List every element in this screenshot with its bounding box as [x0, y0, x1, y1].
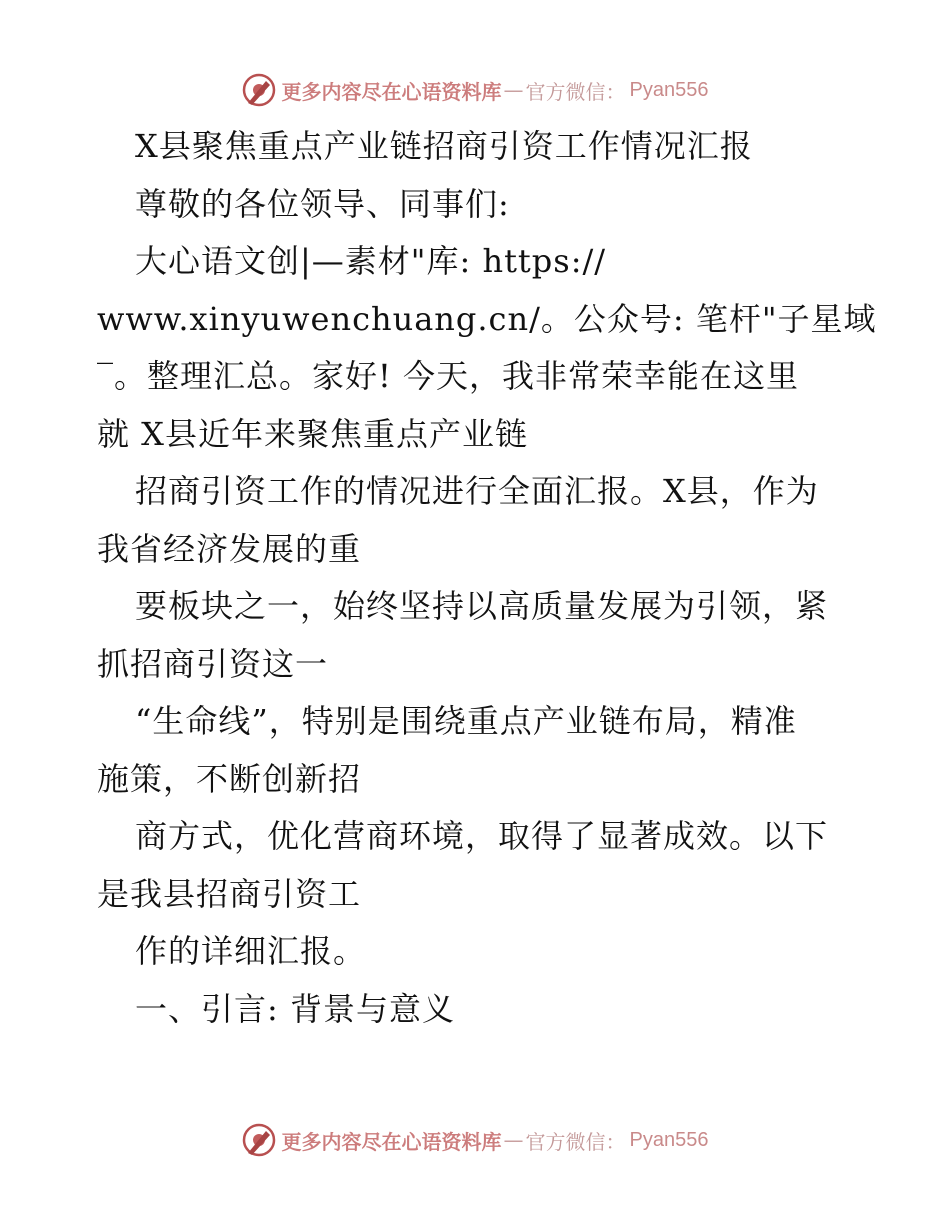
- paragraph-line: 商方式，优化营商环境，取得了显著成效。以下: [135, 817, 829, 855]
- paragraph-line: 是我县招商引资工: [97, 874, 362, 913]
- paragraph-line: 大心语文创|—素材"库: https://: [135, 242, 607, 280]
- paragraph-line: 要板块之一，始终坚持以高质量发展为引领，紧: [135, 587, 829, 625]
- footer-watermark: [0, 1120, 950, 1160]
- watermark-separator: —: [503, 1128, 524, 1152]
- paragraph-line: “生命线”，特别是围绕重点产业链布局，精准: [135, 702, 797, 740]
- watermark-separator: —: [503, 78, 524, 102]
- watermark-sub-text: 官方微信：: [525, 1129, 626, 1154]
- watermark-wechat-id: Pyan556: [629, 78, 709, 101]
- paragraph-line: 抓招商引资这一: [97, 644, 329, 683]
- watermark-wechat-id: Pyan556: [629, 1128, 709, 1151]
- paragraph-line: 施策，不断创新招: [97, 759, 362, 798]
- salutation: 尊敬的各位领导、同事们:: [135, 184, 510, 223]
- paragraph-line: 就 X县近年来聚焦重点产业链: [97, 414, 528, 453]
- paragraph-line: 招商引资工作的情况进行全面汇报。X县，作为: [135, 472, 819, 510]
- document-body: [97, 118, 877, 1038]
- watermark-main-text: 更多内容尽在心语资料库: [281, 79, 502, 104]
- watermark-main-text: 更多内容尽在心语资料库: [281, 1129, 502, 1154]
- document-title: X县聚焦重点产业链招商引资工作情况汇报: [135, 127, 753, 165]
- watermark-sub-text: 官方微信：: [525, 79, 626, 104]
- paragraph-line: 我省经济发展的重: [97, 529, 362, 568]
- pen-logo-icon: [242, 1123, 276, 1157]
- header-watermark: [0, 70, 950, 110]
- paragraph-line: 作的详细汇报。: [135, 932, 367, 970]
- pen-logo-icon: [242, 73, 276, 107]
- section-heading: 一、引言: 背景与意义: [135, 989, 455, 1028]
- paragraph-line: www.xinyuwenchuang.cn/。公众号: 笔杆"子星域: [97, 299, 877, 338]
- paragraph-line: ‾。整理汇总。家好! 今天，我非常荣幸能在这里: [97, 357, 800, 395]
